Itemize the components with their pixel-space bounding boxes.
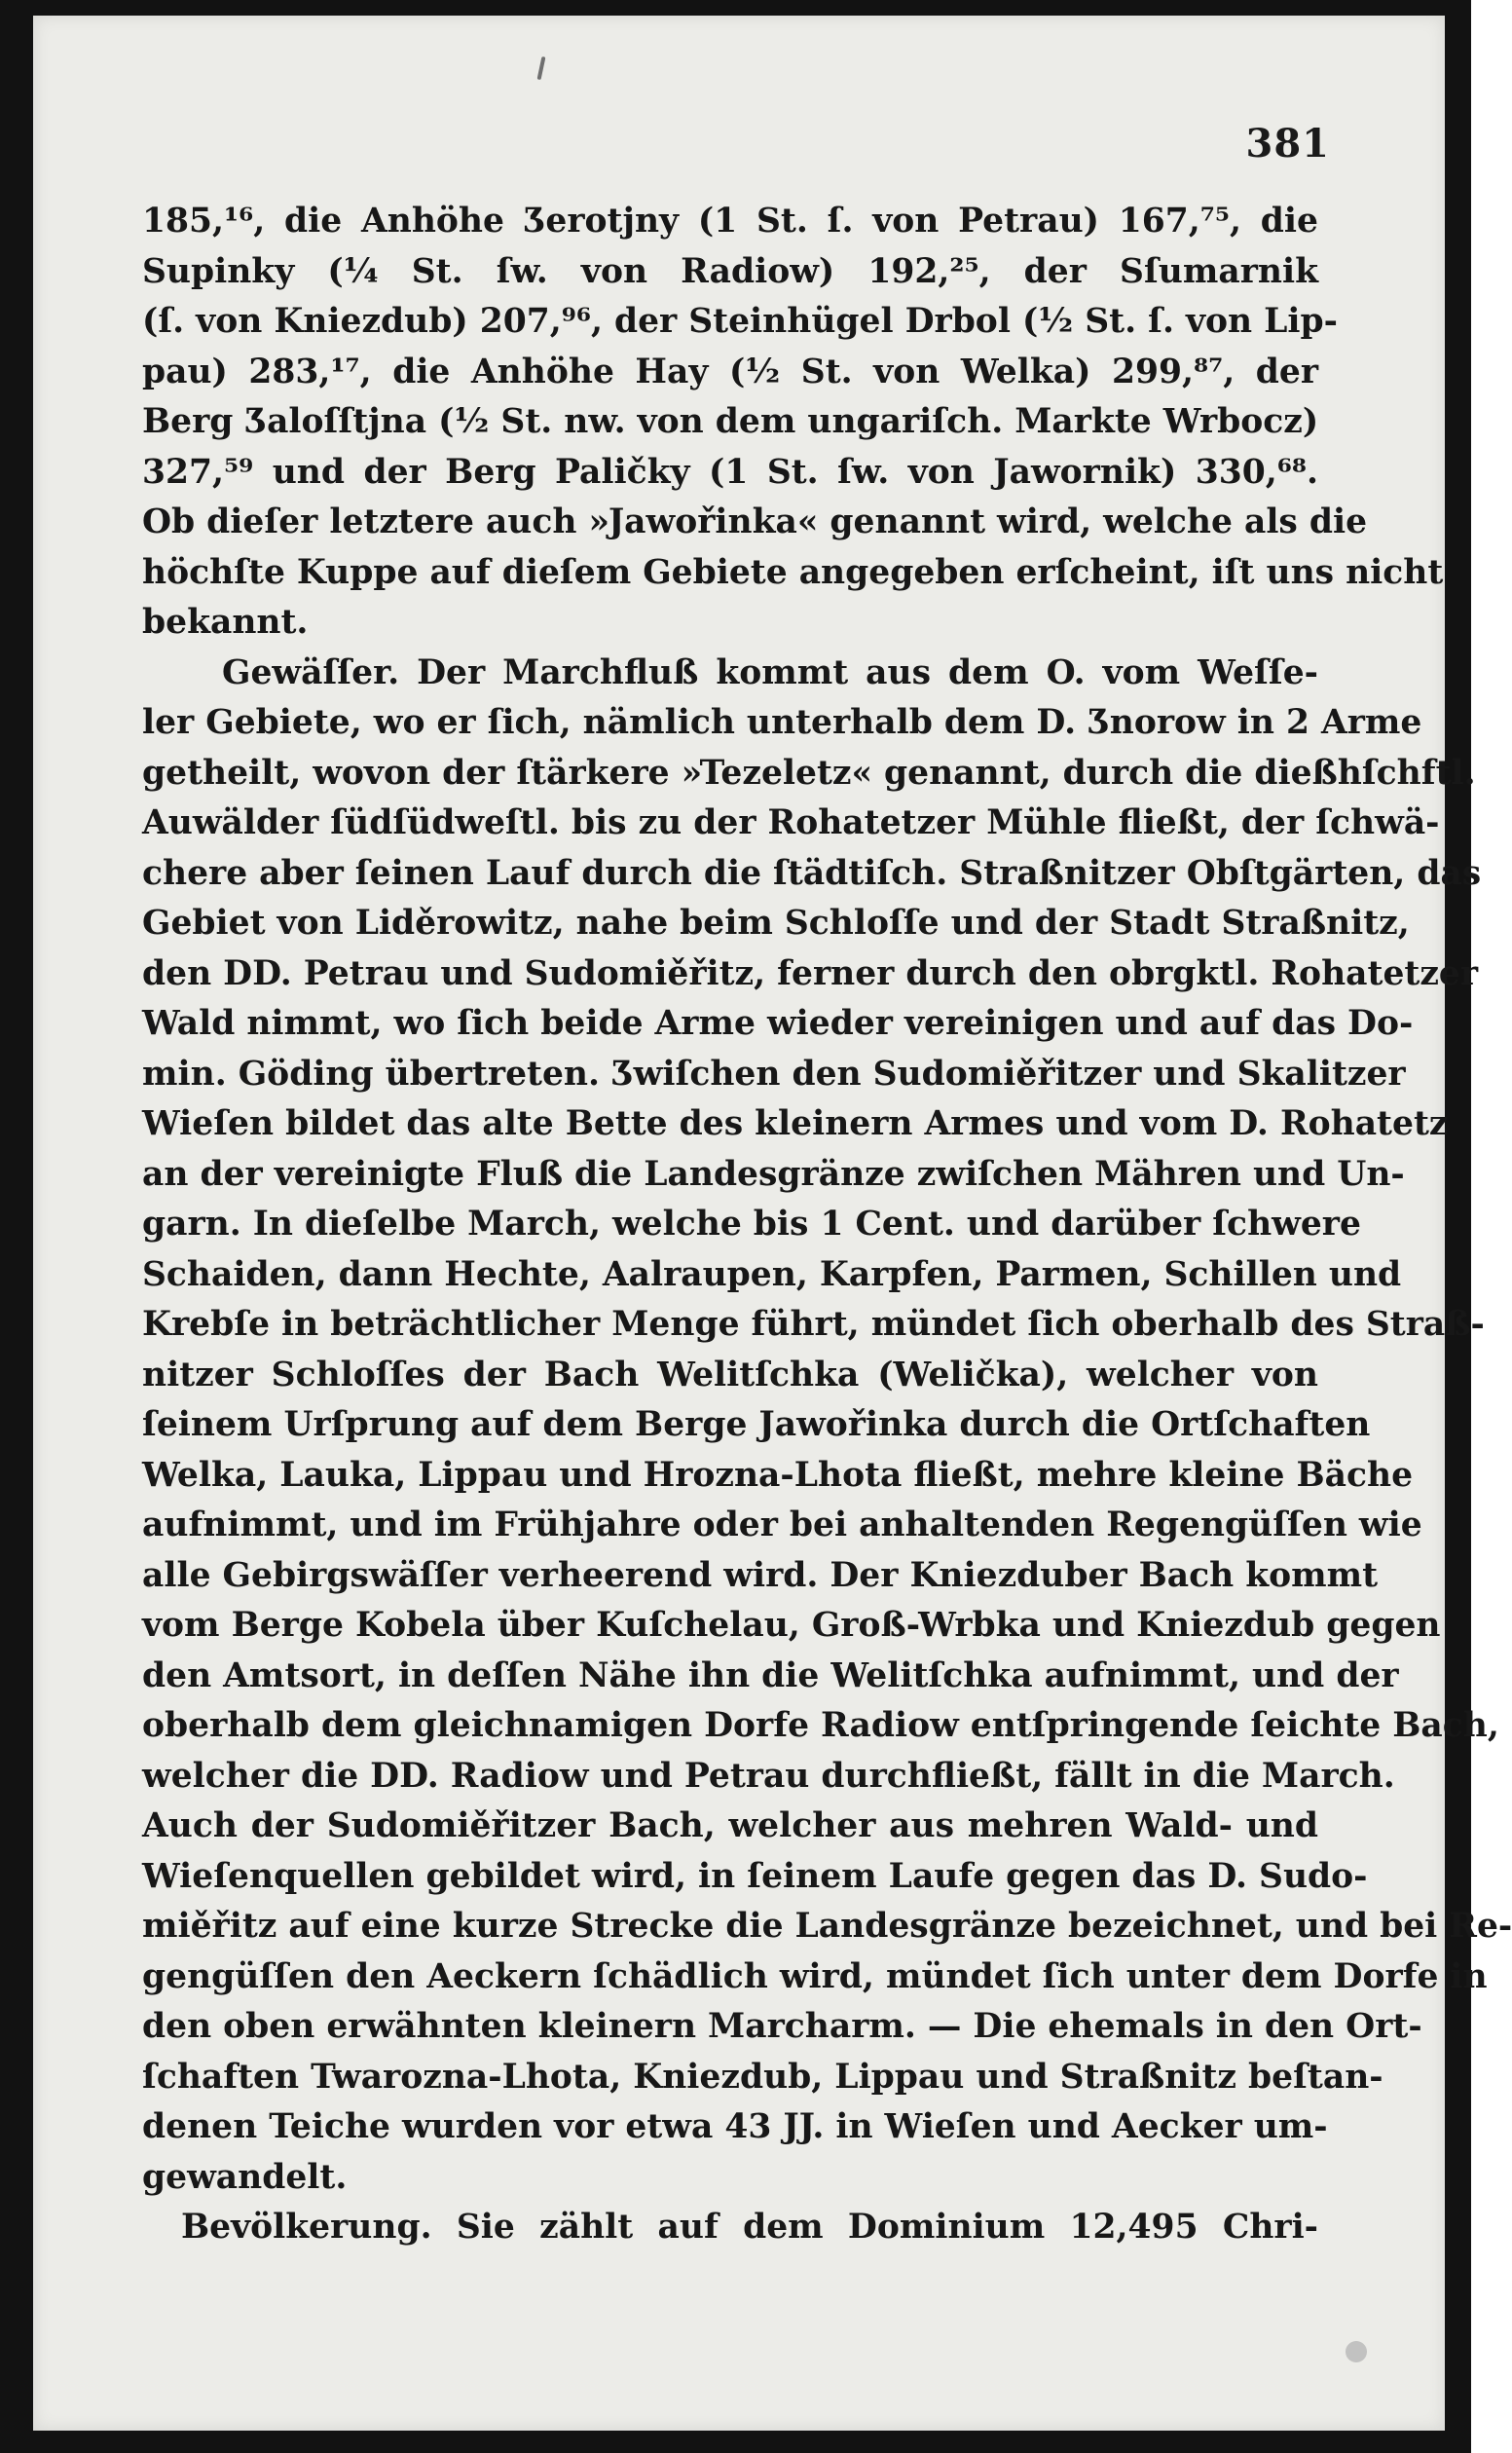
text-line-40: gewandelt. [142, 2157, 348, 2197]
text-line-20: an der vereinigte Fluß die Landesgränze zwiſchen Mähren und Un- [142, 1154, 1405, 1194]
text-line-26: Welka, Lauka, Lippau und Hrozna-Lhota fließt, mehre kleine Bäche [142, 1455, 1414, 1495]
text-line-17: Wald nimmt, wo ſich beide Arme wieder vereinigen und auf das Do- [142, 1004, 1414, 1043]
text-line-2: Supinky (¼ St. ſw. von Radiow) 192,²⁵, der Sſumarnik [142, 251, 1318, 291]
text-line-9: bekannt. [142, 603, 309, 642]
text-line-23: Krebſe in beträchtlicher Menge führt, mündet ſich oberhalb des Straß- [142, 1305, 1485, 1344]
text-line-16: den DD. Petrau und Sudomiěřitz, ferner durch den obrgktl. Rohatetzer [142, 953, 1479, 993]
text-line-5: Berg Ʒaloſſtjna (½ St. nw. von dem ungariſch. Markte Wrbocz) [142, 402, 1319, 441]
text-line-35: miěřitz auf eine kurze Strecke die Landesgränze bezeichnet, und bei Re- [142, 1907, 1512, 1946]
text-line-41: Bevölkerung. Sie zählt auf dem Dominium 12,495 Chri- [181, 2208, 1318, 2247]
text-line-28: alle Gebirgswäſſer verheerend wird. Der Kniezduber Bach kommt [142, 1555, 1379, 1595]
book-page [33, 16, 1512, 2431]
text-line-13: Auwälder ſüdſüdweſtl. bis zu der Rohatetzer Mühle fließt, der ſchwä- [142, 803, 1440, 842]
text-line-25: ſeinem Urſprung auf dem Berge Jawořinka durch die Ortſchaften [142, 1405, 1371, 1444]
text-line-8: höchſte Kuppe auf dieſem Gebiete angegeben erſcheint, iſt uns nicht [142, 552, 1444, 592]
text-line-32: welcher die DD. Radiow und Petrau durchfließt, fällt in die March. [142, 1756, 1395, 1796]
text-line-37: den oben erwähnten kleinern Marcharm. — Die ehemals in den Ort- [142, 2007, 1422, 2046]
text-line-24: nitzer Schloſſes der Bach Welitſchka (Welička), welcher von [142, 1355, 1318, 1394]
text-line-4: pau) 283,¹⁷, die Anhöhe Hay (½ St. von Welka) 299,⁸⁷, der [142, 352, 1318, 391]
text-line-27: aufnimmt, und im Frühjahre oder bei anhaltenden Regengüſſen wie [142, 1505, 1422, 1544]
text-line-39: denen Teiche wurden vor etwa 43 JJ. in Wieſen und Aecker um- [142, 2107, 1328, 2146]
text-line-7: Ob dieſer letztere auch »Jawořinka« genannt wird, welche als die [142, 502, 1368, 541]
text-line-36: gengüſſen den Aeckern ſchädlich wird, mündet ſich unter dem Dorfe in [142, 1956, 1488, 1996]
body-text [142, 197, 1512, 2253]
text-line-1: 185,¹⁶, die Anhöhe Ʒerotjny (1 St. ſ. von Petrau) 167,⁷⁵, die [142, 202, 1318, 241]
text-line-6: 327,⁵⁹ und der Berg Paličky (1 St. ſw. von Jawornik) 330,⁶⁸. [142, 452, 1318, 492]
text-line-22: Schaiden, dann Hechte, Aalraupen, Karpfen, Parmen, Schillen und [142, 1254, 1402, 1294]
text-line-30: den Amtsort, in deſſen Nähe ihn die Welitſchka aufnimmt, und der [142, 1655, 1399, 1695]
paper-stain [1346, 2341, 1367, 2362]
text-line-21: garn. In dieſelbe March, welche bis 1 Cent. und darüber ſchwere [142, 1205, 1361, 1244]
text-line-10: Gewäſſer. Der Marchfluß kommt aus dem O. vom Weſſe- [222, 652, 1318, 692]
text-line-31: oberhalb dem gleichnamigen Dorfe Radiow entſpringende ſeichte Bach, [142, 1706, 1499, 1745]
text-line-15: Gebiet von Liděrowitz, nahe beim Schloſſe und der Stadt Straßnitz, [142, 904, 1410, 943]
text-line-29: vom Berge Kobela über Kuſchelau, Groß-Wrbka und Kniezdub gegen [142, 1606, 1441, 1645]
text-line-11: ler Gebiete, wo er ſich, nämlich unterhalb dem D. Ʒnorow in 2 Arme [142, 703, 1422, 742]
text-line-38: ſchaften Twarozna-Lhota, Kniezdub, Lippau und Straßnitz beſtan- [142, 2057, 1383, 2097]
text-line-34: Wieſenquellen gebildet wird, in ſeinem Laufe gegen das D. Sudo- [142, 1856, 1368, 1896]
text-line-19: Wieſen bildet das alte Bette des kleinern Armes und vom D. Rohatetz [142, 1104, 1449, 1143]
page-number: 381 [1245, 121, 1330, 167]
text-line-12: getheilt, wovon der ſtärkere »Tezeletz« genannt, durch die dießhſchftl. [142, 753, 1476, 793]
text-line-3: (ſ. von Kniezdub) 207,⁹⁶, der Steinhügel Drbol (½ St. ſ. von Lip- [142, 302, 1338, 341]
ink-mark [537, 56, 546, 80]
text-line-18: min. Göding übertreten. Ʒwiſchen den Sudomiěřitzer und Skalitzer [142, 1054, 1406, 1094]
text-line-33: Auch der Sudomiěřitzer Bach, welcher aus mehren Wald- und [142, 1806, 1318, 1845]
text-line-14: chere aber ſeinen Lauf durch die ſtädtiſch. Straßnitzer Obſtgärten, das [142, 853, 1482, 893]
